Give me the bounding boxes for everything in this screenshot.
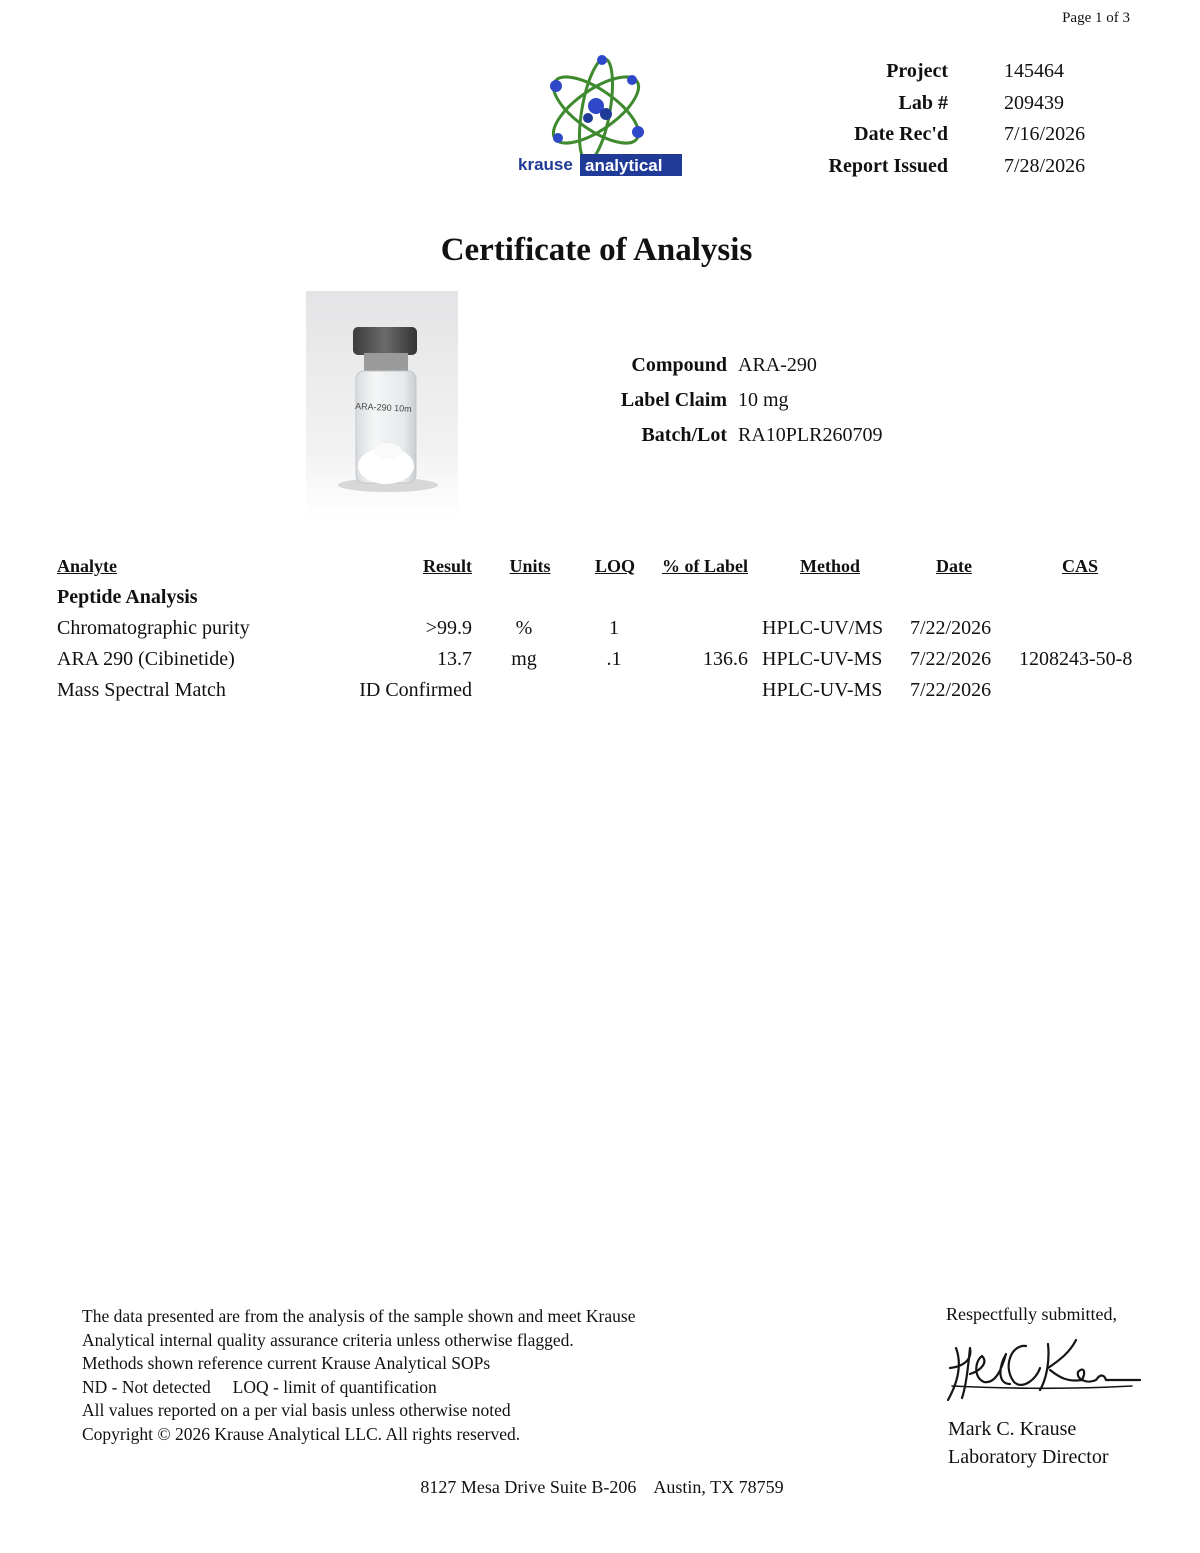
footer-notes	[82, 1305, 635, 1446]
meta-value: 145464	[1004, 60, 1064, 82]
section-heading: Peptide Analysis	[57, 586, 198, 608]
meta-label: Date Rec'd	[854, 123, 948, 145]
note-line: Methods shown reference current Krause Analytical SOPs	[82, 1353, 491, 1373]
closing-text: Respectfully submitted,	[946, 1304, 1117, 1324]
table-cell-result: ID Confirmed	[359, 679, 472, 701]
meta-value: 7/28/2026	[1004, 154, 1086, 177]
signer-title: Laboratory Director	[948, 1446, 1109, 1468]
signer-name: Mark C. Krause	[948, 1418, 1077, 1440]
table-cell-loq: .1	[606, 648, 622, 670]
col-header-units: Units	[509, 556, 551, 576]
col-header-loq: LOQ	[594, 556, 635, 576]
table-cell-units: %	[515, 617, 533, 639]
sample-value: 10 mg	[738, 389, 789, 411]
col-header-method: Method	[800, 556, 860, 576]
table-cell-loq: 1	[609, 617, 619, 639]
table-cell-analyte: Chromatographic purity	[57, 617, 250, 639]
document-title: Certificate of Analysis	[440, 232, 753, 268]
note-line: ND - Not detected LOQ - limit of quantification	[82, 1376, 437, 1397]
sample-label: Label Claim	[620, 389, 727, 411]
sample-row-compound	[560, 354, 1060, 389]
logo-word-analytical: analytical	[585, 156, 663, 175]
table-cell-analyte: Mass Spectral Match	[57, 679, 226, 701]
table-cell-date: 7/22/2026	[910, 617, 992, 639]
table-cell-pct-label: 136.6	[703, 648, 748, 670]
table-cell-method: HPLC-UV-MS	[762, 648, 883, 670]
table-cell-cas: 1208243-50-8	[1019, 648, 1133, 670]
lab-address: 8127 Mesa Drive Suite B-206 Austin, TX 78759	[420, 1477, 784, 1497]
meta-label: Report Issued	[828, 154, 948, 177]
meta-value: 209439	[1004, 91, 1064, 114]
col-header-cas: CAS	[1061, 556, 1098, 576]
note-line: Analytical internal quality assurance criteria unless otherwise flagged.	[82, 1329, 574, 1350]
sample-value: RA10PLR260709	[738, 424, 883, 446]
signer-block	[948, 1415, 1108, 1471]
sample-label: Compound	[631, 354, 727, 376]
sample-label: Batch/Lot	[641, 424, 727, 446]
table-cell-method: HPLC-UV-MS	[762, 679, 883, 701]
logo-word-krause: krause	[518, 155, 573, 174]
krause-analytical-logo	[512, 52, 688, 184]
table-cell-date: 7/22/2026	[910, 679, 992, 701]
table-cell-method: HPLC-UV/MS	[762, 617, 884, 639]
sample-row-batch-lot	[560, 424, 1060, 459]
table-cell-units: mg	[511, 648, 537, 670]
meta-value: 7/16/2026	[1004, 123, 1086, 145]
page-number: Page 1 of 3	[1062, 10, 1130, 26]
col-header-analyte: Analyte	[57, 556, 117, 576]
sample-vial-photo	[306, 291, 458, 518]
col-header-pct-label: % of Label	[661, 556, 748, 576]
meta-row-project	[760, 60, 1180, 92]
meta-row-date-received	[760, 123, 1180, 155]
meta-label: Lab #	[898, 91, 948, 114]
table-cell-result: 13.7	[437, 648, 472, 670]
handwritten-signature	[936, 1328, 1146, 1414]
table-cell-analyte: ARA 290 (Cibinetide)	[57, 648, 235, 670]
note-line: All values reported on a per vial basis unless otherwise noted	[82, 1400, 511, 1420]
vial-label-text: ARA-290 10m	[354, 401, 412, 414]
sample-value: ARA-290	[738, 354, 817, 376]
note-line: Copyright © 2026 Krause Analytical LLC. All rights reserved.	[82, 1423, 521, 1444]
table-cell-date: 7/22/2026	[910, 648, 992, 670]
sample-info	[560, 354, 1060, 459]
col-header-result: Result	[423, 556, 472, 576]
meta-row-report-issued	[760, 155, 1180, 187]
report-meta	[760, 60, 1180, 186]
sample-row-label-claim	[560, 389, 1060, 424]
table-cell-result: >99.9	[425, 617, 472, 639]
meta-label: Project	[886, 60, 948, 82]
meta-row-lab	[760, 92, 1180, 124]
note-line: The data presented are from the analysis of the sample shown and meet Krause	[82, 1306, 636, 1326]
col-header-date: Date	[936, 556, 972, 576]
